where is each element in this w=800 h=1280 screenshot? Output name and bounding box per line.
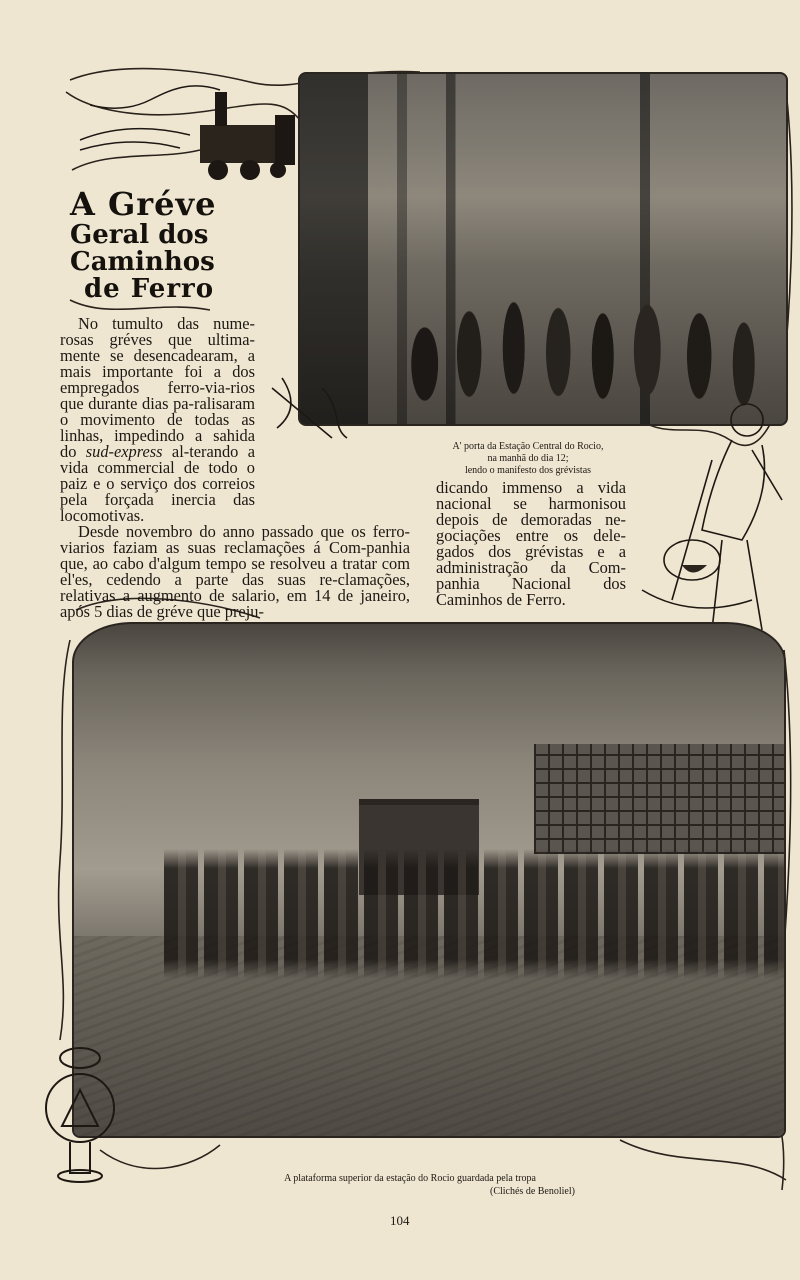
title-line-1: A Gréve <box>70 185 217 223</box>
photo-station-platform <box>72 622 786 1138</box>
locomotive-icon <box>70 80 300 190</box>
paragraph-1 <box>60 316 255 524</box>
photo-bottom-caption: A plataforma superior da estação do Rocio guardada pela tropa <box>284 1173 536 1184</box>
paragraph-1-text-continued: al-terando a vida commercial de todo o paiz e o serviço dos correios pela forçada inercia das locomotivas. <box>60 442 255 525</box>
sud-express-emphasis: sud-express <box>85 442 163 461</box>
caption-line-3: lendo o manifesto dos grévistas <box>464 465 592 476</box>
title-line-2: Geral dos Caminhos <box>70 219 215 277</box>
title-line-3: de Ferro <box>84 274 215 305</box>
article-title <box>70 185 300 305</box>
page-number: 104 <box>390 1213 410 1228</box>
photo-credit: (Clichés de Benoliel) <box>490 1186 575 1197</box>
paragraph-1-text: No tumulto das nume-rosas gréves que ultima-mente se desencadearam, a mais importante foi a dos empregados ferro-via-rios que durante dias pa-ralisaram o movimento de todas as linhas, impedindo a sahida do <box>60 314 255 461</box>
troops-line <box>164 849 784 979</box>
railway-worker-icon <box>612 390 792 650</box>
article-body-right: dicando immenso a vida nacional se harmonisou depois de demoradas ne-gociações entre os dele-gados dos grévistas e a administração da Com-panhia Nacional dos Caminhos de Ferro. <box>436 478 626 609</box>
photo-top-caption <box>418 441 638 477</box>
article-body-left <box>60 316 410 620</box>
caption-line-1: A' porta da Estação Central do Rocio, <box>452 441 604 452</box>
glazed-wall <box>534 744 784 854</box>
signal-lamp-icon <box>40 1038 120 1188</box>
caption-line-2: na manhã do dia 12; <box>487 453 569 464</box>
paragraph-2: Desde novembro do anno passado que os ferro-viarios faziam as suas reclamações á Com-panhia que, ao cabo d'algum tempo se resolveu a tratar com el'es, cedendo a parte das suas re-clamações, relativas a augmento de salario, em 14 de janeiro, após 5 dias de gréve que preju- <box>60 522 410 621</box>
